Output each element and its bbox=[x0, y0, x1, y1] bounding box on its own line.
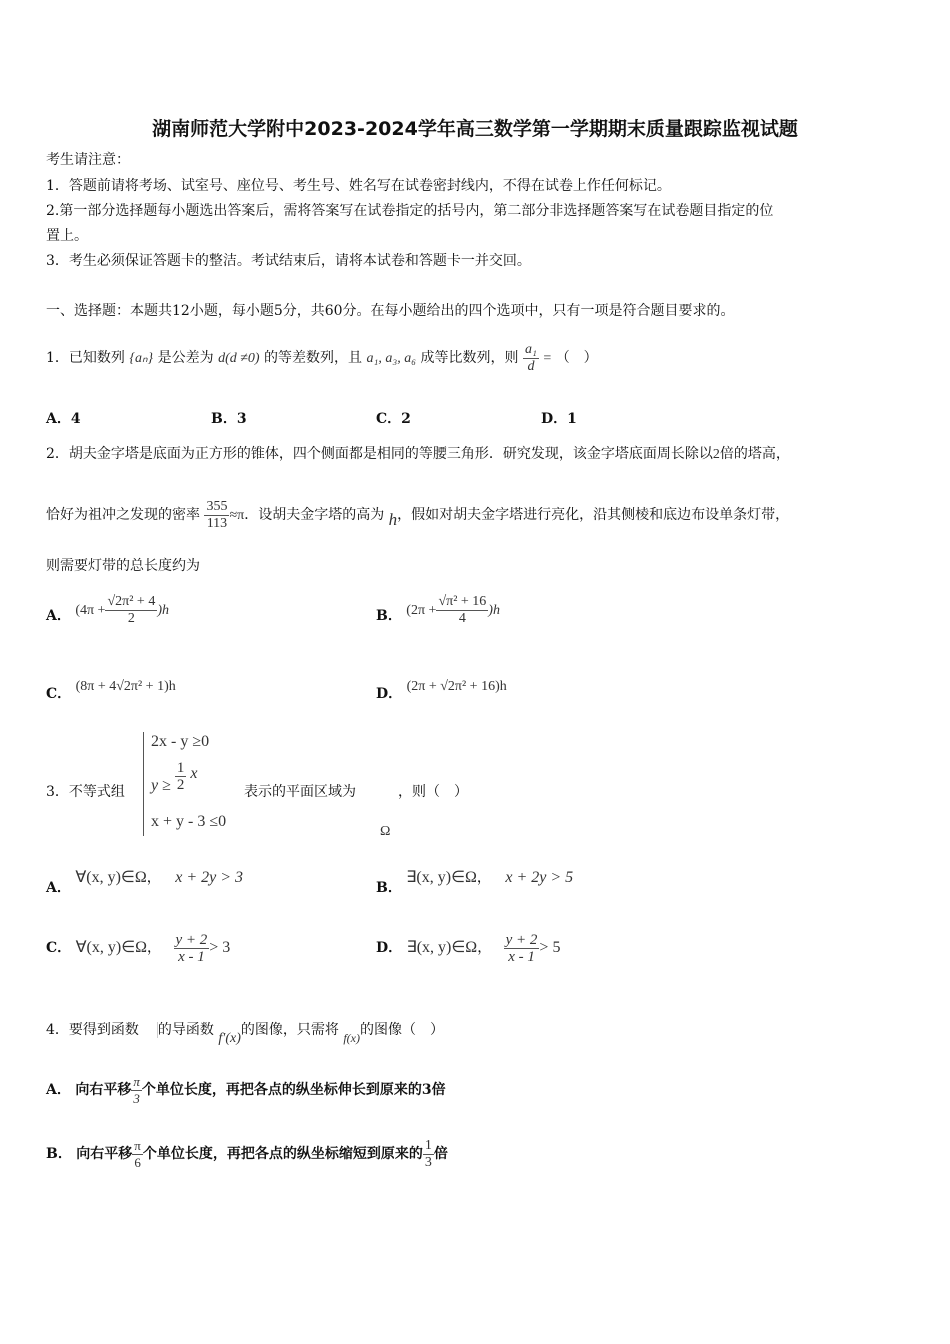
q4-option-a[interactable]: A． 向右平移 $\frac{\pi}{3}$ 个单位长度，再把各点的纵坐标伸长到原来的3倍 bbox=[46, 1073, 446, 1106]
mi-lv-fraction: $\frac{355}{113}$ bbox=[206, 498, 228, 531]
inequality-3: x + y - 3 ≤0 bbox=[151, 813, 227, 830]
q1-option-c[interactable]: C．2 bbox=[376, 411, 411, 427]
q3-option-b[interactable]: B． ∃(x, y)∈Ω， x + 2y > 5 bbox=[376, 869, 574, 896]
q2-option-d[interactable]: D． (2π + √2π² + 16)h bbox=[376, 679, 507, 702]
q3-option-c[interactable]: C． ∀(x, y)∈Ω， $\frac{y + 2}{x - 1}$ > 3 bbox=[46, 931, 231, 965]
notice-item-2: 2.第一部分选择题每小题选出答案后，需将答案写在试卷指定的括号内，第二部分非选择题答案写在试卷题目指定的位 bbox=[46, 203, 774, 219]
sequence-symbol: {aₙ} bbox=[129, 351, 154, 366]
q2-option-c[interactable]: C． (8π + 4√2π² + 1)h bbox=[46, 679, 176, 702]
q4-option-b[interactable]: B． 向右平移 $\frac{\pi}{6}$ 个单位长度，再把各点的纵坐标缩短到原来的 $\frac{1}{3}$ 倍 bbox=[46, 1137, 448, 1170]
section-heading: 一、选择题：本题共12小题，每小题5分，共60分。在每小题给出的四个选项中，只有一项是符合题目要求的。 bbox=[46, 303, 735, 319]
question-4: 4．要得到函数 的导函数 f′(x)的图像，只需将 f(x)的图像（ ） bbox=[46, 1022, 444, 1046]
common-difference: d(d ≠0) bbox=[218, 351, 260, 366]
question-2-line-1: 2．胡夫金字塔是底面为正方形的锥体，四个侧面都是相同的等腰三角形．研究发现，该金字塔底面周长除以2倍的塔高， bbox=[46, 446, 790, 462]
q3-option-a[interactable]: A． ∀(x, y)∈Ω， x + 2y > 3 bbox=[46, 869, 244, 896]
q1-option-d[interactable]: D．1 bbox=[541, 411, 577, 427]
inequality-1: 2x - y ≥0 bbox=[151, 733, 210, 750]
q2-option-a[interactable]: A． (4π + $\frac{\text{√2π² + 4}}{2}$ )h bbox=[46, 593, 169, 626]
question-1: 1．已知数列 {aₙ} 是公差为 d(d ≠0) 的等差数列，且 a₁, a₃, a₆ 成等比数列，则 $\frac{\text{a₁}}{d}$ = （ ） bbox=[46, 341, 598, 374]
q3-suffix: ，则（ ） bbox=[398, 784, 468, 800]
q3-option-d[interactable]: D． ∃(x, y)∈Ω， $\frac{y + 2}{x - 1}$ > 5 bbox=[376, 931, 561, 965]
system-brace bbox=[143, 732, 150, 836]
notice-item-3: 3．考生必须保证答题卡的整洁。考试结束后，请将本试卷和答题卡一并交回。 bbox=[46, 253, 531, 269]
q3-middle: 表示的平面区域为 bbox=[244, 784, 356, 800]
q3-prefix: 3．不等式组 bbox=[46, 784, 125, 800]
function-image-placeholder bbox=[139, 1022, 158, 1038]
question-2-line-3: 则需要灯带的总长度约为 bbox=[46, 558, 200, 574]
q1-option-b[interactable]: B．3 bbox=[211, 411, 247, 427]
page-title: 湖南师范大学附中2023-2024学年高三数学第一学期期末质量跟踪监视试题 bbox=[152, 118, 798, 140]
q1-option-a[interactable]: A．4 bbox=[46, 411, 81, 427]
q2-option-b[interactable]: B． (2π + $\frac{\text{√π² + 16}}{4}$ )h bbox=[376, 593, 500, 626]
omega-symbol: Ω bbox=[380, 824, 391, 839]
terms: a₁, a₃, a₆ bbox=[366, 351, 417, 366]
inequality-2: y ≥ $\frac{1}{2}$ x bbox=[151, 760, 198, 795]
notice-heading: 考生请注意： bbox=[46, 152, 130, 168]
ratio-fraction: $\frac{\text{a₁}}{d}$ bbox=[525, 341, 537, 374]
notice-item-2-cont: 置上。 bbox=[46, 228, 88, 244]
question-2-line-2: 恰好为祖冲之发现的密率 $\frac{355}{113}$ ≈π．设胡夫金字塔的高为 h，假如对胡夫金字塔进行亮化，沿其侧棱和底边布设单条灯带， bbox=[46, 498, 790, 531]
notice-item-1: 1．答题前请将考场、试室号、座位号、考生号、姓名写在试卷密封线内，不得在试卷上作任何标记。 bbox=[46, 178, 671, 194]
